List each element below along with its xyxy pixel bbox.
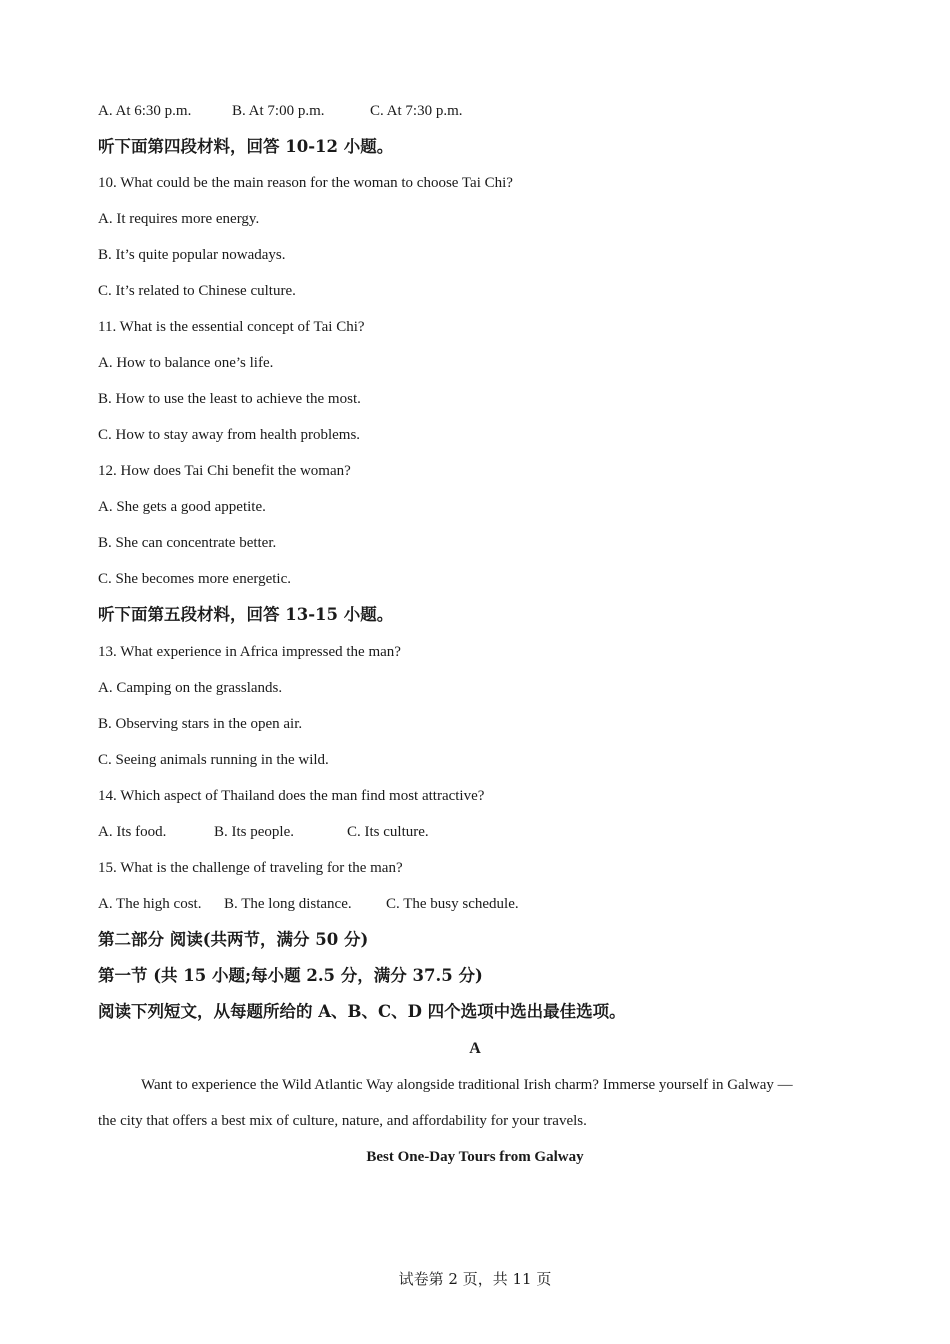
q11-option-b: B. How to use the least to achieve the most. [98,391,361,407]
q14-option-b: B. Its people. [214,824,294,840]
q12-stem: 12. How does Tai Chi benefit the woman? [98,463,351,479]
part2-header: 第二部分 阅读(共两节，满分 50 分) [98,930,369,949]
q15-option-b: B. The long distance. [224,896,352,912]
q10-option-a: A. It requires more energy. [98,211,260,227]
q14-option-c: C. Its culture. [347,824,429,840]
q13-option-a: A. Camping on the grasslands. [98,680,283,696]
q15-option-c: C. The busy schedule. [386,896,519,912]
q12-option-a: A. She gets a good appetite. [98,499,266,515]
q9-option-b: B. At 7:00 p.m. [232,103,325,119]
q15-option-a: A. The high cost. [98,896,202,912]
q14-option-a: A. Its food. [98,824,167,840]
reading-instruction: 阅读下列短文，从每题所给的 A、B、C、D 四个选项中选出最佳选项。 [98,1002,626,1021]
q11-option-c: C. How to stay away from health problems. [98,427,361,443]
passage-label: A [469,1040,481,1057]
q10-option-c: C. It’s related to Chinese culture. [98,283,296,299]
q9-option-c: C. At 7:30 p.m. [370,103,463,119]
passage-line-1: Want to experience the Wild Atlantic Way alongside traditional Irish charm? Immerse yourself in Galway — [141,1077,793,1093]
q13-option-b: B. Observing stars in the open air. [98,716,303,732]
q15-stem: 15. What is the challenge of traveling for the man? [98,860,403,876]
section1-header: 第一节 (共 15 小题;每小题 2.5 分，满分 37.5 分) [98,966,483,985]
q9-option-a: A. At 6:30 p.m. [98,103,192,119]
q14-stem: 14. Which aspect of Thailand does the man find most attractive? [98,788,485,804]
q10-stem: 10. What could be the main reason for the woman to choose Tai Chi? [98,175,513,191]
page-footer: 试卷第 2 页，共 11 页 [398,1270,552,1288]
q13-stem: 13. What experience in Africa impressed the man? [98,644,401,660]
section4-header: 听下面第四段材料，回答 10-12 小题。 [98,137,394,156]
q10-option-b: B. It’s quite popular nowadays. [98,247,286,263]
q12-option-b: B. She can concentrate better. [98,535,277,551]
section5-header: 听下面第五段材料，回答 13-15 小题。 [98,605,394,624]
q11-option-a: A. How to balance one’s life. [98,355,274,371]
q11-stem: 11. What is the essential concept of Tai Chi? [98,319,365,335]
q12-option-c: C. She becomes more energetic. [98,571,291,587]
passage-line-2: the city that offers a best mix of culture, nature, and affordability for your travels. [98,1113,587,1129]
q13-option-c: C. Seeing animals running in the wild. [98,752,329,768]
passage-title: Best One-Day Tours from Galway [366,1149,584,1165]
